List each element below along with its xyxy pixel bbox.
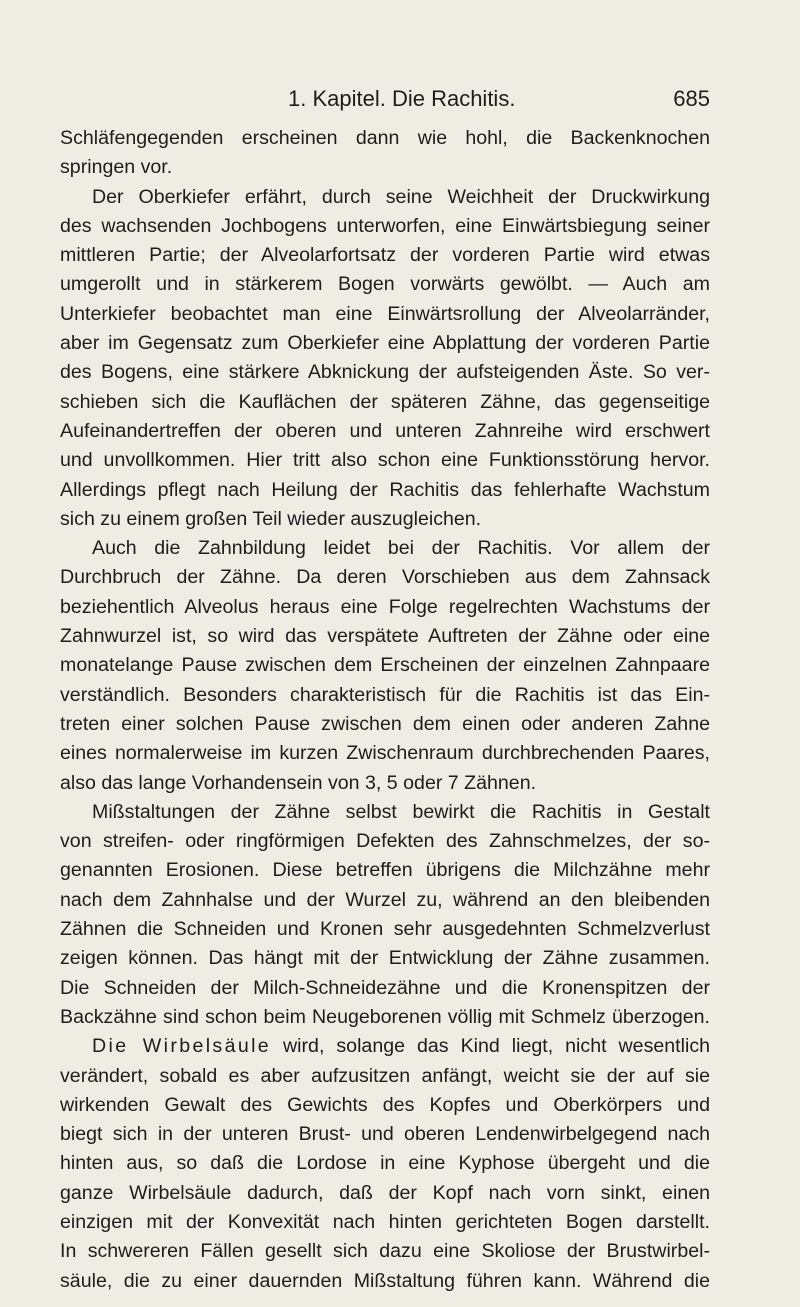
text-line: von streifen- oder ringförmigen Defekten des Zahnschmelzes, der so- <box>60 830 710 853</box>
text-line: aber im Gegensatz zum Oberkiefer eine Abplattung der vorderen Partie <box>60 332 710 355</box>
text-line: Durchbruch der Zähne. Da deren Vorschieben aus dem Zahnsack <box>60 566 710 589</box>
text-line: ganze Wirbelsäule dadurch, daß der Kopf nach vorn sinkt, einen <box>60 1181 710 1204</box>
spaced-emphasis: Die Wirbelsäule <box>92 1035 272 1058</box>
text-line: mittleren Partie; der Alveolarfortsatz der vorderen Partie wird etwas <box>60 244 710 267</box>
text-line: Der Oberkiefer erfährt, durch seine Weichheit der Druckwirkung <box>92 185 710 208</box>
text-line: eines normalerweise im kurzen Zwischenraum durchbrechenden Paares, <box>60 742 710 765</box>
text-line <box>60 1032 710 1061</box>
text-line: Schläfengegenden erscheinen dann wie hohl, die Backenknochen <box>60 127 710 149</box>
chapter-title: 1. Kapitel. Die Rachitis. <box>288 86 516 111</box>
text-line: sich zu einem großen Teil wieder auszugleichen. <box>60 507 482 530</box>
text-line: einzigen mit der Konvexität nach hinten gerichteten Bogen darstellt. <box>60 1210 710 1233</box>
text-line: nach dem Zahnhalse und der Wurzel zu, während an den bleibenden <box>60 888 710 911</box>
text-line: wirkenden Gewalt des Gewichts des Kopfes und Oberkörpers und <box>60 1093 710 1116</box>
text-line: Zähnen die Schneiden und Kronen sehr ausgedehnten Schmelzverlust <box>60 918 710 941</box>
text-line: also das lange Vorhandensein von 3, 5 oder 7 Zähnen. <box>60 771 537 794</box>
text-line: umgerollt und in stärkerem Bogen vorwärts gewölbt. — Auch am <box>60 273 710 296</box>
text-line: springen vor. <box>60 156 173 179</box>
text-line: Unterkiefer beobachtet man eine Einwärtsrollung der Alveolarränder, <box>60 302 710 325</box>
text-line: des Bogens, eine stärkere Abknickung der aufsteigenden Äste. So ver- <box>60 361 710 384</box>
text-line-rest: wird, solange das Kind liegt, nicht wesentlich <box>283 1035 711 1058</box>
text-line: säule, die zu einer dauernden Mißstaltung führen kann. Während die <box>60 1269 710 1292</box>
text-line: treten einer solchen Pause zwischen dem einen oder anderen Zahne <box>60 712 710 735</box>
text-line: biegt sich in der unteren Brust- und oberen Lendenwirbelgegend nach <box>60 1123 710 1146</box>
text-line: Zahnwurzel ist, so wird das verspätete Auftreten der Zähne oder eine <box>60 625 710 648</box>
text-line: schieben sich die Kauflächen der späteren Zähne, das gegenseitige <box>60 390 710 413</box>
text-line: In schwereren Fällen gesellt sich dazu eine Skoliose der Brustwirbel- <box>60 1240 710 1263</box>
text-line: des wachsenden Jochbogens unterworfen, eine Einwärtsbiegung seiner <box>60 214 710 237</box>
text-line: beziehentlich Alveolus heraus eine Folge regelrechten Wachstums der <box>60 595 710 618</box>
text-line: hinten aus, so daß die Lordose in eine Kyphose übergeht und die <box>60 1152 710 1175</box>
text-line: Auch die Zahnbildung leidet bei der Rachitis. Vor allem der <box>92 537 710 560</box>
text-line: und unvollkommen. Hier tritt also schon eine Funktionsstörung hervor. <box>60 449 710 472</box>
page-number: 685 <box>673 86 710 111</box>
text-line: Aufeinandertreffen der oberen und unteren Zahnreihe wird erschwert <box>60 419 710 442</box>
text-line: verständlich. Besonders charakteristisch für die Rachitis ist das Ein- <box>60 683 710 706</box>
text-line: genannten Erosionen. Diese betreffen übrigens die Milchzähne mehr <box>60 859 710 882</box>
text-line: Die Schneiden der Milch-Schneidezähne und die Kronenspitzen der <box>60 976 710 999</box>
text-line: zeigen können. Das hängt mit der Entwicklung der Zähne zusammen. <box>60 947 710 970</box>
text-line: Allerdings pflegt nach Heilung der Rachitis das fehlerhafte Wachstum <box>60 478 710 501</box>
text-line: Mißstaltungen der Zähne selbst bewirkt die Rachitis in Gestalt <box>92 800 710 823</box>
body-text <box>60 124 710 1296</box>
running-header <box>60 86 710 116</box>
text-line: monatelange Pause zwischen dem Erscheinen der einzelnen Zahnpaare <box>60 654 710 677</box>
text-line: verändert, sobald es aber aufzusitzen anfängt, weicht sie der auf sie <box>60 1064 710 1087</box>
text-line: Backzähne sind schon beim Neugeborenen völlig mit Schmelz überzogen. <box>60 1005 710 1028</box>
